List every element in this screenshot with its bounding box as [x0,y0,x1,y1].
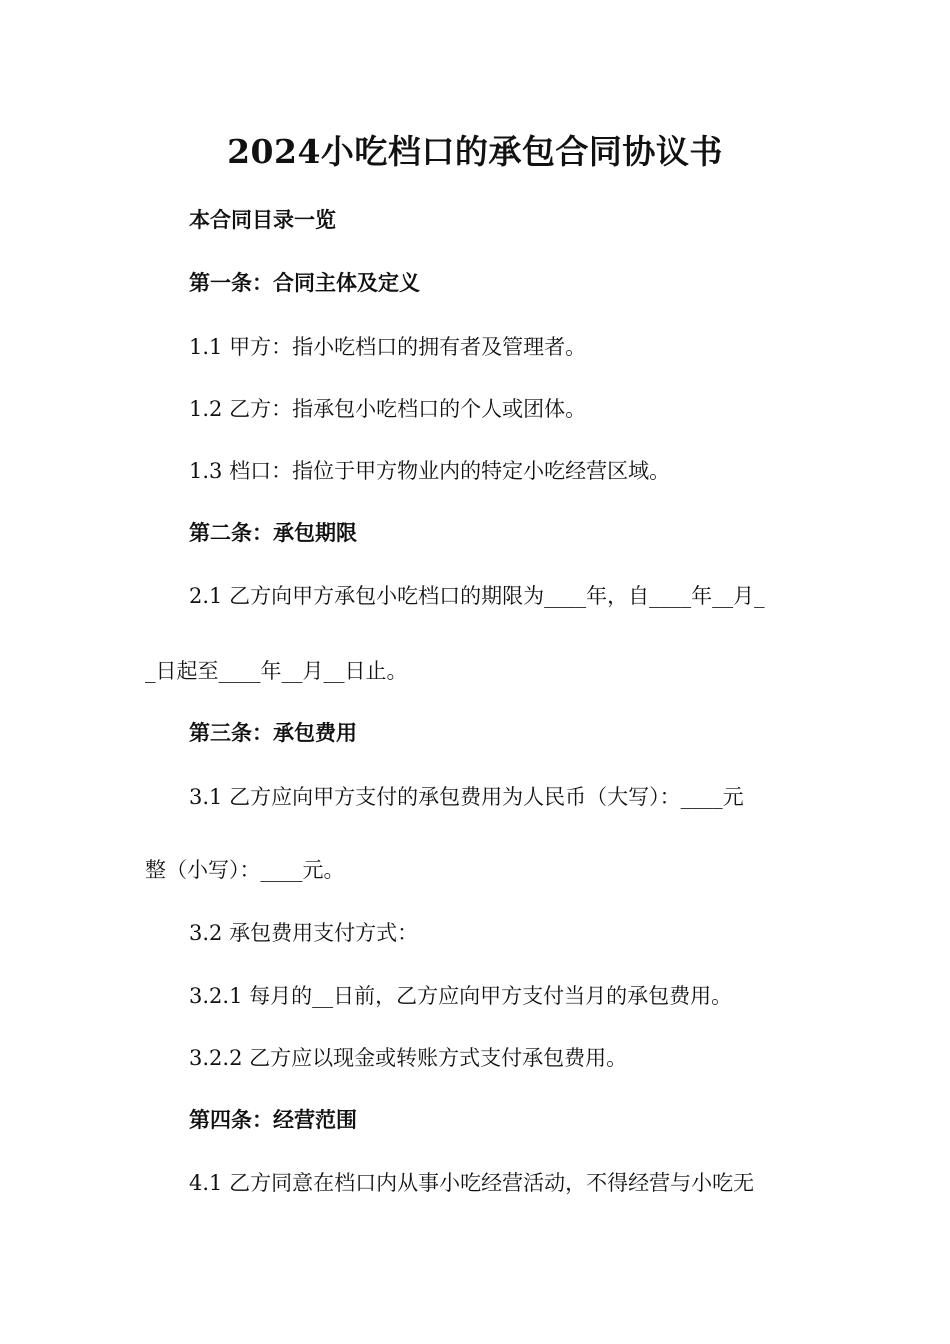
clause-2-1-continued: _日起至____年__月__日止。 [145,659,408,683]
clause-2-1: 2.1 乙方向甲方承包小吃档口的期限为____年，自____年__月_ [189,584,765,608]
section-heading-3: 第三条：承包费用 [189,720,357,745]
section-heading-2: 第二条：承包期限 [189,520,357,545]
clause-3-2-1: 3.2.1 每月的__日前，乙方应向甲方支付当月的承包费用。 [189,984,733,1008]
clause-4-1: 4.1 乙方同意在档口内从事小吃经营活动，不得经营与小吃无 [189,1171,755,1195]
clause-3-1-continued: 整（小写）：____元。 [145,858,345,882]
clause-1-2: 1.2 乙方：指承包小吃档口的个人或团体。 [189,397,587,421]
clause-1-3: 1.3 档口：指位于甲方物业内的特定小吃经营区域。 [189,459,671,483]
clause-1-1: 1.1 甲方：指小吃档口的拥有者及管理者。 [189,335,587,359]
document-title: 2024小吃档口的承包合同协议书 [227,132,723,171]
clause-3-2-2: 3.2.2 乙方应以现金或转账方式支付承包费用。 [189,1046,628,1070]
toc-heading: 本合同目录一览 [189,207,336,232]
section-heading-1: 第一条：合同主体及定义 [189,270,420,295]
clause-3-1: 3.1 乙方应向甲方支付的承包费用为人民币（大写）：____元 [189,785,744,809]
clause-3-2: 3.2 承包费用支付方式： [189,921,419,945]
section-heading-4: 第四条：经营范围 [189,1107,357,1132]
